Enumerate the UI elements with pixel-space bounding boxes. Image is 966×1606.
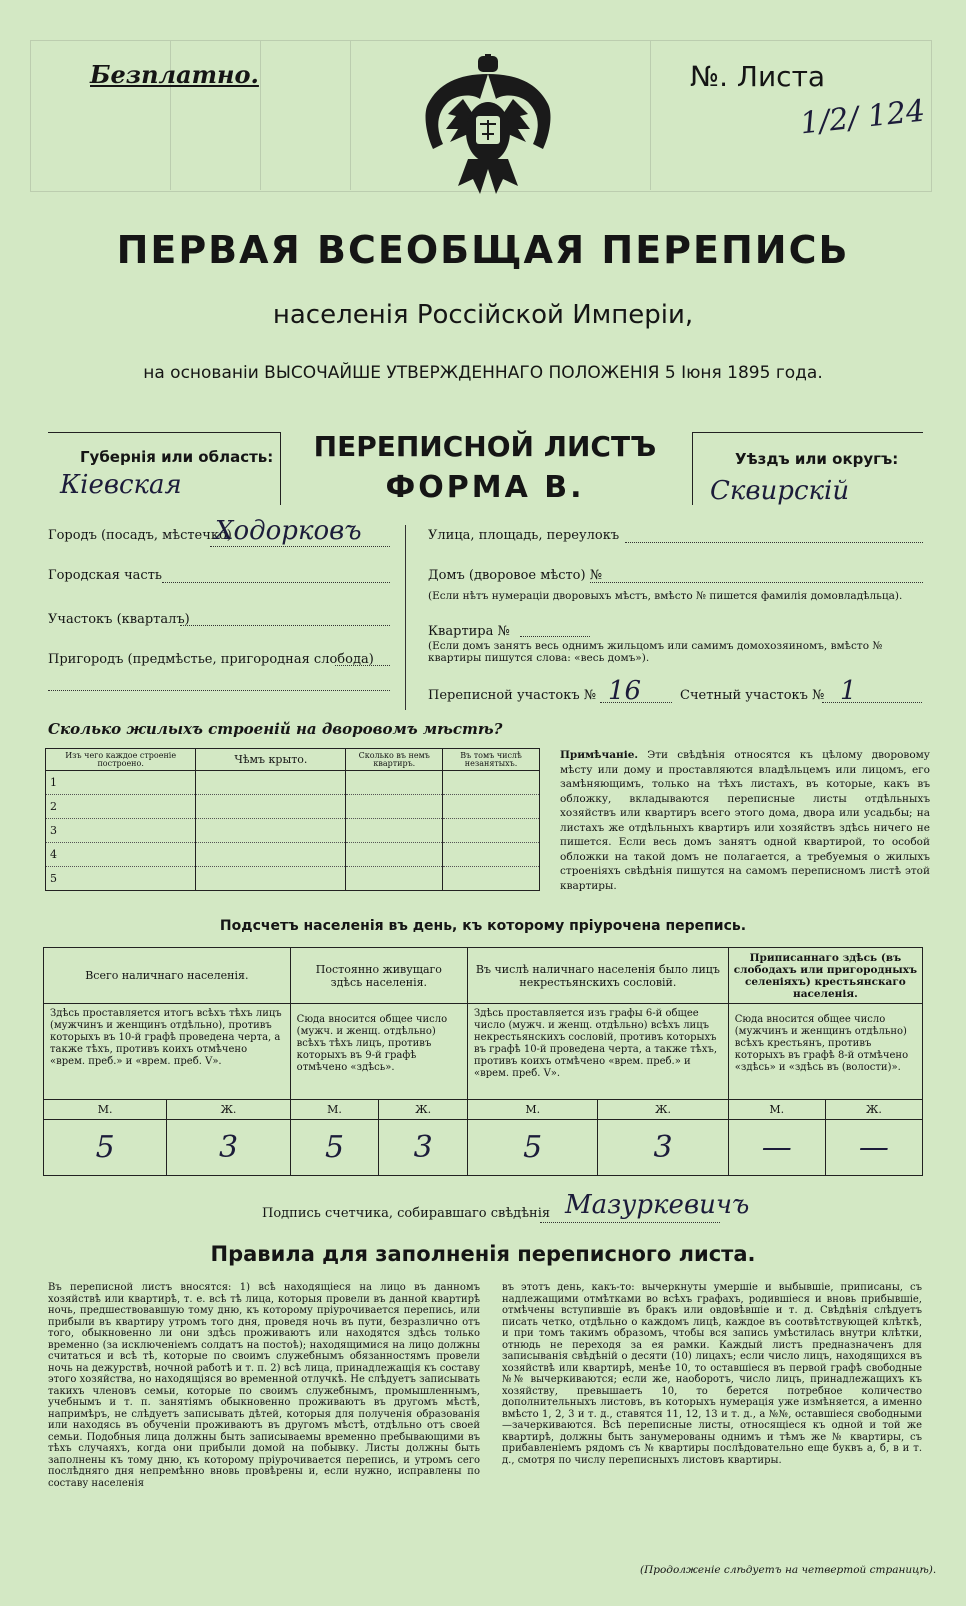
rules-right-column: въ этотъ день, какъ-то: вычеркнуты умершіе и выбывшіе, приписаны, съ надлежащими отмѣтками во всѣхъ графахъ, родившіеся и вновь прибывшіе, отмѣчены вступившіе въ бракъ или овдовѣвшіе и т. д. Свѣдѣнія слѣдуетъ писать четко, отдѣльно о каждомъ лицѣ, каждое въ соотвѣтствующей клѣткѣ, и при томъ такимъ образомъ, чтобы вся запись умѣстилась внутри клѣтки, отнюдь не переходя за ея рамки. Каждый листъ предназначенъ для записыванія свѣдѣній о десяти (10) лицахъ; если число лицъ, находящихся въ хозяйствѣ или квартирѣ, менѣе 10, то оставшіеся въ первой графѣ свободные №№ вычеркиваются; если же, наоборотъ, число лицъ, принадлежащихъ къ хозяйству, превышаетъ 10, то берется потребное количество дополнительныхъ листовъ, въ которыхъ нумерація уже измѣняется, а именно вмѣсто 1, 2, 3 и т. д., ставятся 11, 12, 13 и т. д., а №№, оставшіеся свободными—зачеркиваются. Всѣ переписные листы, относящіеся къ одной и той же квартирѣ, должны быть занумерованы однимъ и тѣмъ же № квартиры, съ прибавленіемъ рядомъ съ № квартиры послѣдовательно еще буквъ а, б, в и т. д., смотря по числу переписныхъ листовъ квартиры. (502, 1282, 922, 1466)
buildings-header-material: Изъ чего каждое строеніе построено. (46, 749, 196, 771)
province-label: Губернія или область: (80, 448, 274, 466)
sex-male-header: М. (468, 1100, 598, 1120)
apartment-note: (Если домъ занятъ весь однимъ жильцомъ или самимъ домохозяиномъ, вмѣсто № квартиры пишутся слова: «весь домъ»). (428, 640, 883, 664)
count-title: Подсчетъ населенія въ день, къ которому пріурочена перепись. (219, 918, 747, 934)
sex-male-header: М. (290, 1100, 379, 1120)
street-label: Улица, площадь, переулокъ (428, 528, 620, 543)
count-table (43, 947, 923, 1176)
province-value[interactable]: Кіевская (60, 470, 182, 500)
sex-male-header: М. (728, 1100, 825, 1120)
count-col-desc: Сюда вносится общее число (мужчинъ и женщинъ отдѣльно) всѣхъ крестьянъ, противъ которыхъ въ графѣ 8-й отмѣчено «здѣсь» и «здѣсь въ (волости)». (728, 1004, 922, 1100)
buildings-note-text: Эти свѣдѣнія относятся къ цѣлому дворовому мѣсту или дому и проставляются владѣльцемъ или лицомъ, его замѣняющимъ, только на тѣхъ листахъ, въ которые, какъ въ обложку, вкладываются переписные листы отдѣльныхъ хозяйствъ или квартиръ всего этого дома, двора или усадьбы; на листахъ же отдѣльныхъ квартиръ или хозяйствъ здѣсь ничего не пишется. Если весь домъ занятъ одной квартирой, то особой обложки на такой домъ не полагается, а требуемыя о жилыхъ строеніяхъ свѣдѣнія пишутся на самомъ переписномъ листѣ этой квартиры. (560, 749, 930, 892)
buildings-question: Сколько жилыхъ строеній на дворовомъ мѣстѣ? (48, 720, 503, 738)
section-label: Участокъ (кварталъ) (48, 612, 190, 627)
rules-title: Правила для заполненія переписного листа. (210, 1242, 756, 1266)
buildings-row-number: 1 (46, 771, 196, 795)
imperial-eagle-emblem (418, 54, 558, 199)
count-value-peasant-female[interactable]: — (825, 1120, 922, 1176)
count-col-desc: Здѣсь проставляется итогъ всѣхъ тѣхъ лицъ (мужчинъ и женщинъ отдѣльно), противъ которыхъ въ 10-й графѣ проведена черта, а также тѣхъ, противъ коихъ отмѣчено «врем. преб.» и «врем. преб. V». (44, 1004, 291, 1100)
rules-left-column: Въ переписной листъ вносятся: 1) всѣ находящіеся на лицо въ данномъ хозяйствѣ или квартирѣ, т. е. всѣ тѣ лица, которыя провели въ данной квартирѣ ночь, предшествовавшую тому дню, къ которому пріурочивается перепись, или прибыли въ квартиру утромъ того дня, проведя ночь въ пути, безразлично отъ того, обыкновенно ли они здѣсь проживаютъ или находятся здѣсь только временно (за исключеніемъ солдатъ на постоѣ); находящимися на лицо должны считаться и всѣ тѣ, которые по своимъ служебнымъ обязанностямъ провели ночь на дежурствѣ, ночной работѣ и т. п. 2) всѣ лица, принадлежащія къ составу этого хозяйства, но находящіяся во временной отлучкѣ. Не слѣдуетъ записывать такихъ членовъ семьи, которые по своимъ служебнымъ, промышленнымъ, учебнымъ и т. п. занятіямъ обыкновенно проживаютъ въ другомъ мѣстѣ, напримѣръ, не слѣдуетъ записывать дѣтей, которыя для полученія образованія или находясь въ обученіи проживаютъ въ другомъ мѣстѣ, отдѣльно отъ своей семьи. Подобныя лица должны быть записываемы временно пребывающими въ тѣхъ случаяхъ, когда они прибыли домой на побывку. Листы должны быть заполнены къ тому дню, къ которому пріурочивается перепись, и утромъ сего послѣдняго дня непремѣнно вновь провѣрены и, если нужно, исправлены по составу населенія (48, 1282, 480, 1489)
signature-value[interactable]: Мазуркевичъ (565, 1190, 750, 1220)
census-section-label: Переписной участокъ № (428, 688, 597, 703)
main-title: ПЕРВАЯ ВСЕОБЩАЯ ПЕРЕПИСЬ (116, 228, 850, 272)
sex-female-header: Ж. (379, 1100, 468, 1120)
sex-female-header: Ж. (598, 1100, 728, 1120)
sheet-number-handwritten: 1/2/ 124 (798, 93, 927, 142)
city-label: Городъ (посадъ, мѣстечко) (48, 528, 232, 543)
count-value-total-male[interactable]: 5 (44, 1120, 167, 1176)
buildings-row-number: 5 (46, 867, 196, 891)
house-label: Домъ (дворовое мѣсто) № (428, 568, 603, 583)
basis-line: на основаніи ВЫСОЧАЙШЕ УТВЕРЖДЕННАГО ПОЛОЖЕНІЯ 5 Іюня 1895 года. (143, 363, 823, 383)
count-value-nonpeasant-male[interactable]: 5 (468, 1120, 598, 1176)
count-value-total-female[interactable]: 3 (167, 1120, 290, 1176)
count-value-permanent-male[interactable]: 5 (290, 1120, 379, 1176)
district-label: Уѣздъ или округъ: (735, 450, 899, 468)
buildings-note (560, 748, 930, 893)
buildings-row-number: 4 (46, 843, 196, 867)
city-value[interactable]: Ходорковъ (215, 516, 362, 546)
sheet-number-label: №. Листа (690, 60, 826, 93)
count-value-permanent-female[interactable]: 3 (379, 1120, 468, 1176)
count-col-desc: Сюда вносится общее число (мужч. и женщ. отдѣльно) всѣхъ тѣхъ лицъ, противъ которыхъ въ 9-й графѣ отмѣчено «здѣсь». (290, 1004, 467, 1100)
sex-female-header: Ж. (167, 1100, 290, 1120)
count-col-head: Всего наличнаго населенія. (44, 948, 291, 1004)
count-col-head: Приписаннаго здѣсь (въ слободахъ или пригородныхъ селеніяхъ) крестьянскаго населенія. (728, 948, 922, 1004)
count-section-label: Счетный участокъ № (680, 688, 825, 703)
city-part-label: Городская часть (48, 568, 162, 583)
apartment-label: Квартира № (428, 624, 510, 639)
buildings-note-title: Примѣчаніе. (560, 749, 639, 761)
sex-female-header: Ж. (825, 1100, 922, 1120)
count-value-peasant-male[interactable]: — (728, 1120, 825, 1176)
signature-label: Подпись счетчика, собиравшаго свѣдѣнія (262, 1206, 551, 1221)
buildings-row-number: 3 (46, 819, 196, 843)
free-label: Безплатно. (90, 60, 259, 89)
buildings-row-number: 2 (46, 795, 196, 819)
district-value[interactable]: Сквирскій (710, 476, 850, 506)
buildings-header-vacant: Въ томъ числѣ незанятыхъ. (443, 749, 540, 771)
count-col-desc: Здѣсь проставляется изъ графы 6-й общее число (мужч. и женщ. отдѣльно) всѣхъ лицъ некрестьянскихъ сословій, противъ которыхъ въ графѣ 10-й проведена черта, а также тѣхъ, противъ коихъ отмѣчено «врем. преб.» и «врем. преб. V». (468, 1004, 729, 1100)
sex-male-header: М. (44, 1100, 167, 1120)
count-section-value[interactable]: 1 (840, 676, 857, 706)
buildings-table (45, 748, 540, 891)
census-section-value[interactable]: 16 (608, 676, 642, 706)
rules-continued: (Продолженіе слѣдуетъ на четвертой страницѣ). (640, 1564, 937, 1576)
count-col-head: Постоянно живущаго здѣсь населенія. (290, 948, 467, 1004)
count-value-nonpeasant-female[interactable]: 3 (598, 1120, 728, 1176)
buildings-header-apartments: Сколько въ немъ квартиръ. (346, 749, 443, 771)
form-title: ПЕРЕПИСНОЙ ЛИСТЪ (313, 430, 657, 463)
count-col-head: Въ числѣ наличнаго населенія было лицъ некрестьянскихъ сословій. (468, 948, 729, 1004)
buildings-header-roof: Чѣмъ крыто. (196, 749, 346, 771)
suburb-label: Пригородъ (предмѣстье, пригородная слобода) (48, 652, 374, 667)
house-note: (Если нѣтъ нумераціи дворовыхъ мѣстъ, вмѣсто № пишется фамилія домовладѣльца). (428, 590, 903, 602)
subtitle: населенія Россійской Имперіи, (272, 300, 694, 330)
form-name: ФОРМА В. (385, 470, 585, 505)
